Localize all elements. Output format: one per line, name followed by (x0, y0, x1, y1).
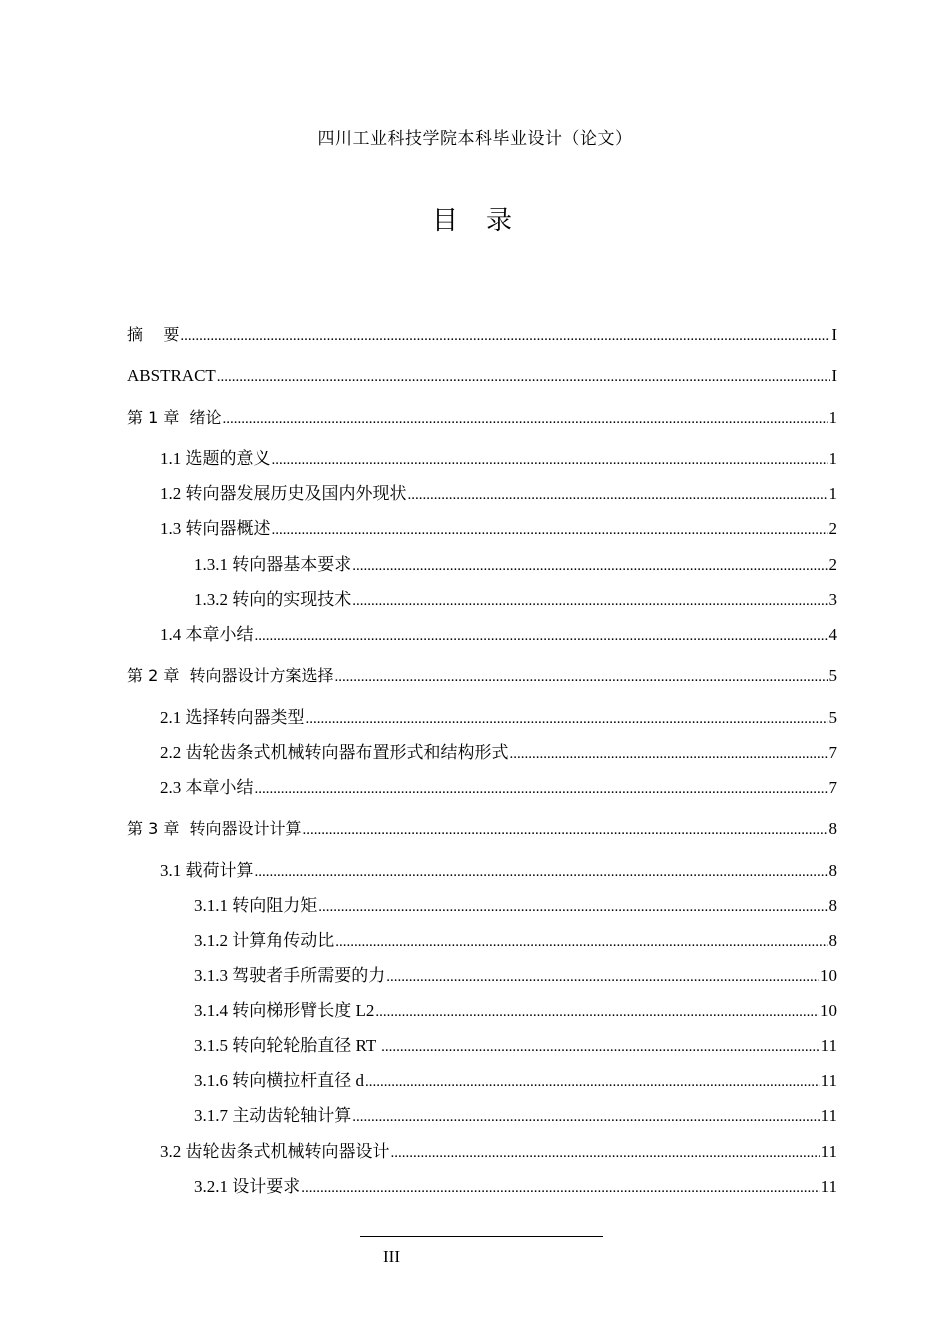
toc-entry-page: 11 (820, 1106, 837, 1125)
footer-divider (360, 1236, 603, 1237)
toc-entry-page: 11 (820, 1177, 837, 1196)
dot-leader (217, 366, 831, 388)
toc-entry[interactable] (127, 665, 837, 688)
toc-entry-page: 8 (828, 819, 837, 838)
toc-entry-page: 5 (828, 708, 837, 727)
toc-entry-page: 11 (820, 1142, 837, 1161)
toc-entry-page: 1 (828, 484, 837, 503)
toc-entry[interactable] (194, 1000, 837, 1023)
toc-entry-text: 2.3 本章小结 (160, 778, 254, 797)
toc-entry-text: 第 1 章 绪论 (127, 408, 222, 427)
toc-entry-page: 11 (820, 1036, 837, 1055)
dot-leader (255, 625, 828, 647)
toc-entry-page: 8 (828, 931, 837, 950)
toc-entry-text: 3.1.2 计算角传动比 (194, 931, 335, 950)
dot-leader (301, 1177, 819, 1199)
toc-entry[interactable] (160, 707, 837, 730)
toc-entry-page: 10 (820, 1001, 837, 1020)
toc-entry[interactable] (127, 818, 837, 841)
dot-leader (255, 778, 828, 800)
toc-entry[interactable] (194, 1105, 837, 1128)
toc-entry[interactable] (160, 777, 837, 800)
document-header: 四川工业科技学院本科毕业设计（论文） (317, 129, 633, 149)
toc-entry-text: 第 3 章 转向器设计计算 (127, 819, 302, 838)
toc-entry[interactable] (194, 1035, 837, 1058)
dot-leader (510, 743, 828, 765)
toc-entry-text: 3.1.3 驾驶者手所需要的力 (194, 966, 386, 985)
toc-entry-text: 1.2 转向器发展历史及国内外现状 (160, 484, 407, 503)
toc-entry[interactable] (127, 407, 837, 430)
toc-title: 目录 (431, 206, 540, 236)
dot-leader (352, 590, 827, 612)
toc-entry-text: 1.3.2 转向的实现技术 (194, 590, 352, 609)
toc-entry[interactable] (160, 483, 837, 506)
toc-entry-text: 3.1.4 转向梯形臂长度 L2 (194, 1001, 375, 1020)
toc-entry-page: 1 (828, 449, 837, 468)
toc-entry[interactable] (160, 624, 837, 647)
toc-entry-text: 1.1 选题的意义 (160, 449, 271, 468)
toc-entry-page: 7 (828, 743, 837, 762)
toc-entry-page: 5 (828, 666, 837, 685)
toc-entry[interactable] (194, 1070, 837, 1093)
toc-entry-text: 第 2 章 转向器设计方案选择 (127, 666, 334, 685)
toc-entry[interactable] (194, 1176, 837, 1199)
toc-entry-text: 2.1 选择转向器类型 (160, 708, 305, 727)
toc-entry[interactable] (160, 860, 837, 883)
dot-leader (408, 484, 828, 506)
dot-leader (272, 449, 828, 471)
toc-entry-page: 7 (828, 778, 837, 797)
toc-entry-page: 4 (828, 625, 837, 644)
toc-entry-text: 摘 要 (127, 325, 180, 344)
toc-entry[interactable] (194, 930, 837, 953)
dot-leader (375, 1001, 819, 1023)
toc-entry-text: 3.1.7 主动齿轮轴计算 (194, 1106, 352, 1125)
toc-entry[interactable] (160, 518, 837, 541)
toc-entry-page: 1 (828, 408, 837, 427)
toc-entry-text: 1.3.1 转向器基本要求 (194, 555, 352, 574)
dot-leader (391, 1142, 820, 1164)
dot-leader (381, 1036, 819, 1058)
dot-leader (352, 555, 827, 577)
dot-leader (365, 1071, 820, 1093)
toc-entry-text: 1.4 本章小结 (160, 625, 254, 644)
dot-leader (335, 931, 827, 953)
dot-leader (272, 519, 828, 541)
toc-entry-page: 8 (828, 896, 837, 915)
toc-entry-text: 3.2.1 设计要求 (194, 1177, 301, 1196)
dot-leader (386, 966, 819, 988)
toc-entry-page: 3 (828, 590, 837, 609)
toc-entry-page: 2 (828, 519, 837, 538)
toc-entry-text: 2.2 齿轮齿条式机械转向器布置形式和结构形式 (160, 743, 509, 762)
toc-entry-text: 3.1 载荷计算 (160, 861, 254, 880)
toc-entry[interactable] (194, 965, 837, 988)
footer-page-number: III (383, 1247, 400, 1266)
toc-entry[interactable] (160, 1141, 837, 1164)
toc-entry[interactable] (194, 895, 837, 918)
toc-entry-text: ABSTRACT (127, 366, 216, 385)
dot-leader (303, 819, 828, 841)
toc-entry-page: I (831, 366, 837, 385)
toc-entry[interactable] (194, 589, 837, 612)
toc-entry[interactable] (127, 365, 837, 388)
toc-entry-page: I (831, 325, 837, 344)
dot-leader (335, 666, 828, 688)
toc-entry-page: 2 (828, 555, 837, 574)
dot-leader (223, 408, 828, 430)
toc-entry-page: 10 (820, 966, 837, 985)
toc-entry-text: 3.1.6 转向横拉杆直径 d (194, 1071, 364, 1090)
toc-entry[interactable] (194, 554, 837, 577)
toc-entry-page: 11 (820, 1071, 837, 1090)
dot-leader (318, 896, 827, 918)
toc-entry-text: 1.3 转向器概述 (160, 519, 271, 538)
toc-entry-text: 3.2 齿轮齿条式机械转向器设计 (160, 1142, 390, 1161)
toc-entry-page: 8 (828, 861, 837, 880)
toc-entry[interactable] (160, 742, 837, 765)
toc-entry-text: 3.1.5 转向轮轮胎直径 RT (194, 1036, 381, 1055)
toc-entry[interactable] (160, 448, 837, 471)
toc-entry[interactable] (127, 324, 837, 347)
dot-leader (180, 325, 830, 347)
dot-leader (352, 1106, 819, 1128)
toc-entry-text: 3.1.1 转向阻力矩 (194, 896, 318, 915)
dot-leader (255, 861, 828, 883)
dot-leader (306, 708, 828, 730)
